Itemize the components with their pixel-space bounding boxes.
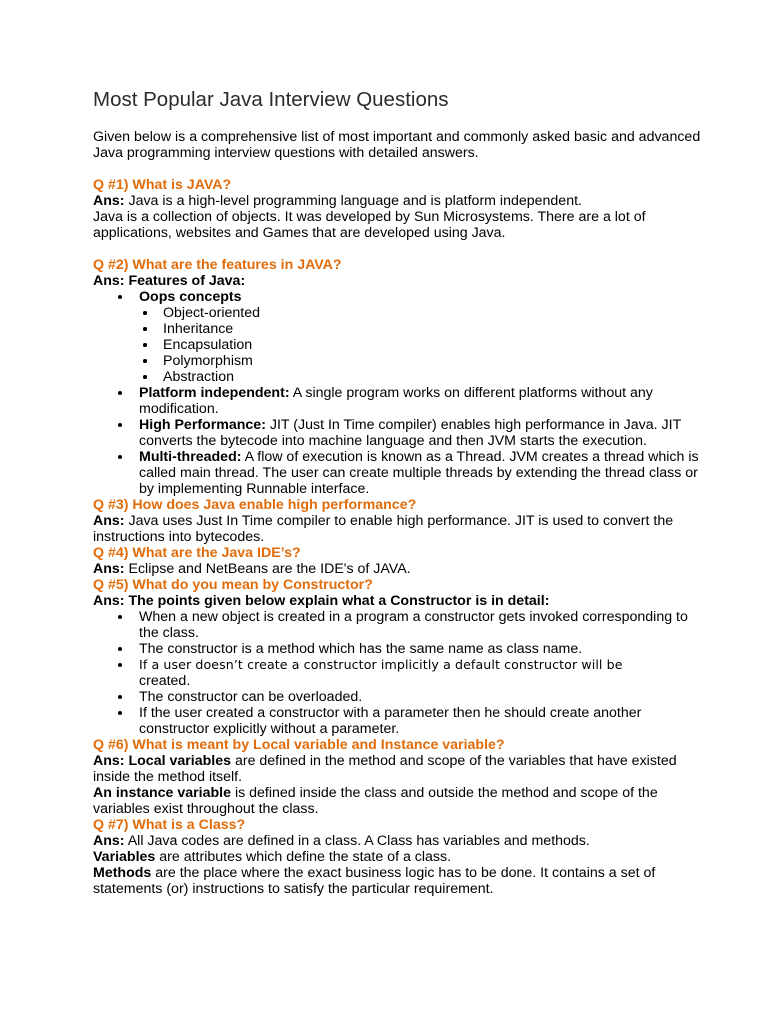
list-item: The constructor is a method which has the same name as class name. xyxy=(93,641,708,657)
q5-answer-heading: Ans: The points given below explain what a Constructor is in detail: xyxy=(93,593,550,609)
question-7: Q #7) What is a Class? xyxy=(93,817,246,833)
ans-label: Ans: xyxy=(93,193,125,209)
q1-answer xyxy=(93,193,708,209)
q2-answer-heading: Ans: Features of Java: xyxy=(93,273,246,289)
list-item: When a new object is created in a program a constructor gets invoked corresponding to the class. xyxy=(93,609,708,641)
constructor-points-list xyxy=(93,609,708,737)
intro-paragraph: Given below is a comprehensive list of most important and commonly asked basic and advanced Java programming interview questions with detailed answers. xyxy=(93,129,701,161)
oops-item: Inheritance xyxy=(139,321,708,337)
oops-sublist xyxy=(139,305,708,385)
feature-oops: Oops concepts Object-oriented Inheritance Encapsulation Polymorphism Abstraction xyxy=(93,289,708,385)
feature-high-performance: High Performance: JIT (Just In Time compiler) enables high performance in Java. JIT converts the bytecode into machine language and then JVM starts the execution. xyxy=(93,417,708,449)
oops-item: Encapsulation xyxy=(139,337,708,353)
list-item: If a user doesn’t create a constructor implicitly a default constructor will be created. xyxy=(93,657,708,689)
q7-variables: Variables are attributes which define the state of a class. xyxy=(93,849,452,865)
oops-item: Abstraction xyxy=(139,369,708,385)
q6-instance-variable: An instance variable is defined inside the class and outside the method and scope of the variables exist throughout the class. xyxy=(93,785,658,817)
q1-answer-detail: Java is a collection of objects. It was developed by Sun Microsystems. There are a lot of applications, websites and Games that are developed using Java. xyxy=(93,209,646,241)
q7-methods: Methods are the place where the exact business logic has to be done. It contains a set of statements (or) instructions to satisfy the particular requirement. xyxy=(93,865,656,897)
q6-local-variables: Ans: Local variables are defined in the method and scope of the variables that have existed inside the method itself. xyxy=(93,753,677,785)
question-1: Q #1) What is JAVA? xyxy=(93,177,232,193)
list-item: If the user created a constructor with a parameter then he should create another constructor explicitly without a parameter. xyxy=(93,705,708,737)
q7-answer: Ans: All Java codes are defined in a class. A Class has variables and methods. xyxy=(93,833,590,849)
question-3: Q #3) How does Java enable high performance? xyxy=(93,497,417,513)
question-2: Q #2) What are the features in JAVA? xyxy=(93,257,342,273)
question-6: Q #6) What is meant by Local variable and Instance variable? xyxy=(93,737,505,753)
page-title: Most Popular Java Interview Questions xyxy=(93,88,449,111)
feature-platform-independent: Platform independent: A single program works on different platforms without any modification. xyxy=(93,385,708,417)
feature-multi-threaded: Multi-threaded: A flow of execution is known as a Thread. JVM creates a thread which is called main thread. The user can create multiple threads by extending the thread class or by implementing Runnable interface. xyxy=(93,449,708,497)
q4-answer: Ans: Eclipse and NetBeans are the IDE's of JAVA. xyxy=(93,561,411,577)
q3-answer: Ans: Java uses Just In Time compiler to enable high performance. JIT is used to convert the instructions into bytecodes. xyxy=(93,513,674,545)
oops-item: Polymorphism xyxy=(139,353,708,369)
list-item: The constructor can be overloaded. xyxy=(93,689,708,705)
question-5: Q #5) What do you mean by Constructor? xyxy=(93,577,373,593)
q1-answer-text: Java is a high-level programming language and is platform independent. xyxy=(128,193,582,209)
oops-item: Object-oriented xyxy=(139,305,708,321)
question-4: Q #4) What are the Java IDE’s? xyxy=(93,545,301,561)
features-list xyxy=(93,289,708,497)
